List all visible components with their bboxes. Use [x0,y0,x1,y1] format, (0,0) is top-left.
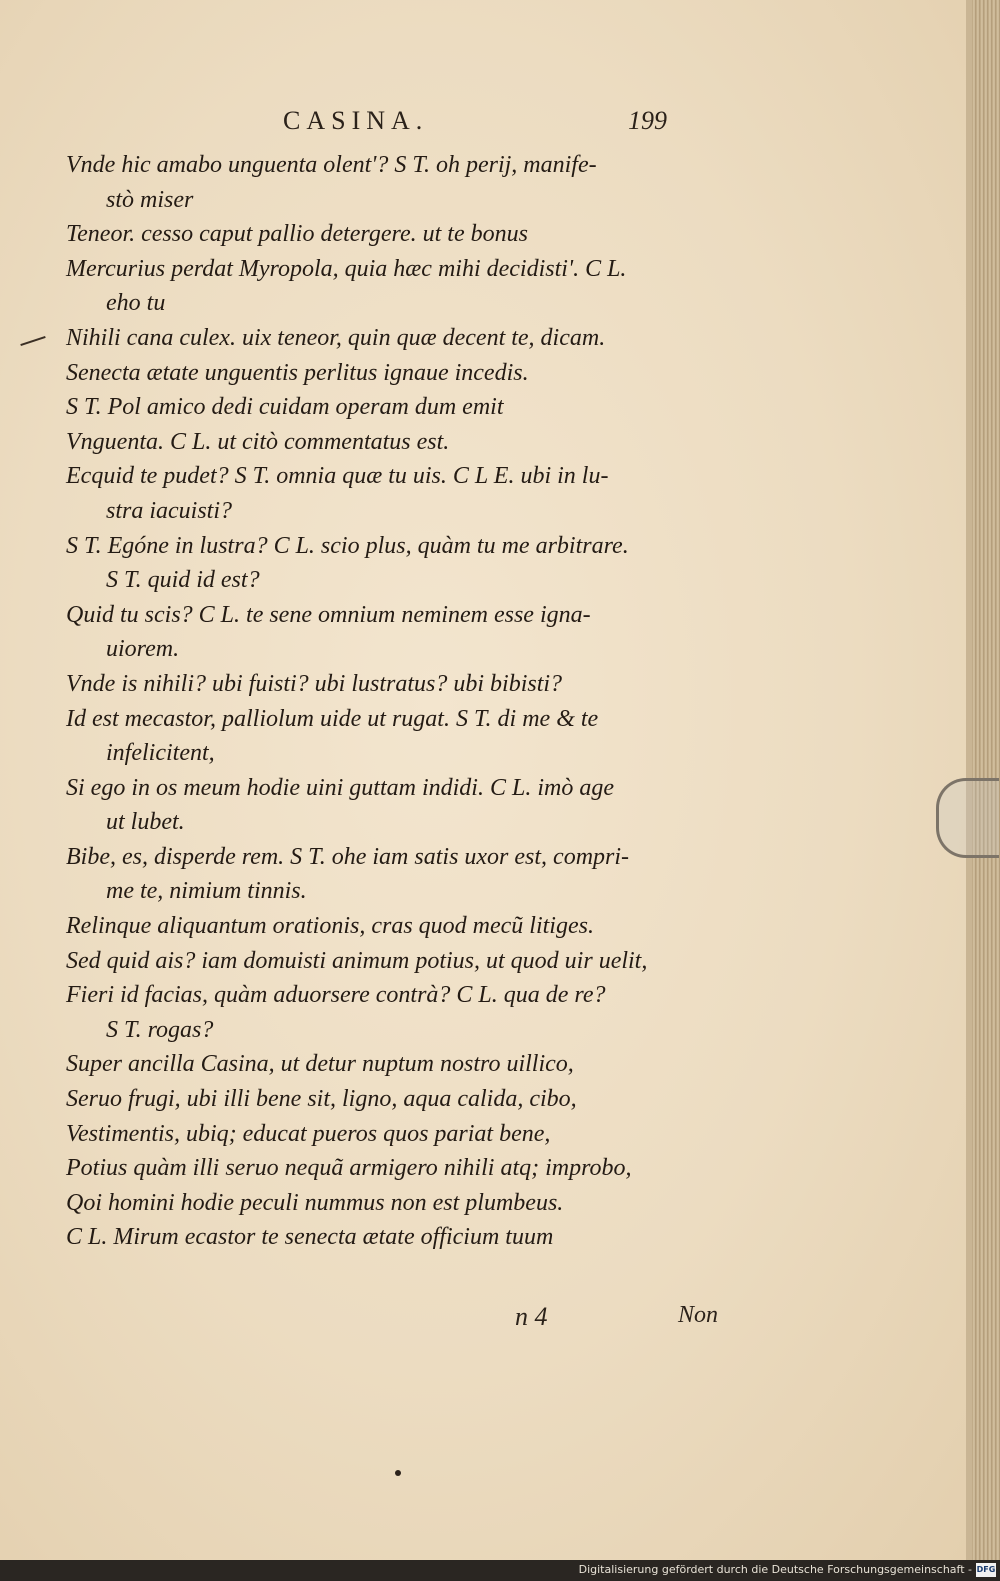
text-line: Vestimentis, ubiq; educat pueros quos pariat bene, [66,1120,551,1147]
text-line: Vnguenta. C L. ut citò commentatus est. [66,428,450,455]
dfg-logo-icon: DFG [976,1563,996,1577]
text-block [66,148,736,1255]
text-line: Seruo frugi, ubi illi bene sit, ligno, aqua calida, cibo, [66,1086,577,1113]
text-line: uiorem. [106,636,180,663]
text-line: Vnde hic amabo unguenta olent'? S T. oh perij, manife- [66,152,597,178]
text-line: S T. rogas? [106,1016,214,1043]
text-line: S T. quid id est? [106,567,260,594]
ink-dot [395,1470,401,1476]
text-line: eho tu [106,290,166,317]
text-line: C L. Mirum ecastor te senecta ætate officium tuum [66,1224,554,1251]
text-line: Sed quid ais? iam domuisti animum potius, ut quod uir uelit, [66,947,648,974]
text-line: Id est mecastor, palliolum uide ut rugat. S T. di me & te [66,705,599,732]
page-header [0,106,972,146]
running-title: CASINA. [283,106,429,135]
text-line: Si ego in os meum hodie uini guttam indidi. C L. imò age [66,774,614,801]
text-line: stra iacuisti? [106,497,233,524]
text-line: S T. Egóne in lustra? C L. scio plus, quàm tu me arbitrare. [66,532,629,559]
text-line: stò miser [106,186,194,213]
margin-mark [20,336,45,346]
text-line: Nihili cana culex. uix teneor, quin quæ decent te, dicam. [66,324,606,351]
text-line: Potius quàm illi seruo nequã armigero nihili atq; improbo, [66,1155,632,1182]
text-line: S T. Pol amico dedi cuidam operam dum emit [66,394,504,421]
text-line: Mercurius perdat Myropola, quia hæc mihi decidisti'. C L. [66,255,627,282]
page-number: 199 [628,106,667,135]
text-line: Relinque aliquantum orationis, cras quod mecũ litiges. [66,913,594,940]
catchword: Non [678,1302,719,1328]
text-line: Senecta ætate unguentis perlitus ignaue incedis. [66,359,529,386]
signature-mark: n 4 [515,1302,548,1331]
text-line: Bibe, es, disperde rem. S T. ohe iam satis uxor est, compri- [66,843,630,870]
scanner-clip [936,778,999,858]
credit-bar [0,1560,1000,1581]
text-line: Qoi homini hodie peculi nummus non est plumbeus. [66,1189,564,1216]
text-line: Super ancilla Casina, ut detur nuptum nostro uillico, [66,1051,574,1078]
page-footer [0,1302,972,1342]
text-line: Ecquid te pudet? S T. omnia quæ tu uis. C L E. ubi in lu- [66,463,609,490]
text-line: Vnde is nihili? ubi fuisti? ubi lustratus? ubi bibisti? [66,670,563,697]
credit-text: Digitalisierung gefördert durch die Deutsche Forschungsgemeinschaft - [578,1563,972,1576]
text-line: Teneor. cesso caput pallio detergere. ut te bonus [66,221,528,248]
text-line: me te, nimium tinnis. [106,878,307,905]
text-line: infelicitent, [106,740,215,767]
text-line: Quid tu scis? C L. te sene omnium neminem esse igna- [66,601,591,628]
text-line: Fieri id facias, quàm aduorsere contrà? C L. qua de re? [66,982,606,1009]
text-line: ut lubet. [106,809,185,836]
